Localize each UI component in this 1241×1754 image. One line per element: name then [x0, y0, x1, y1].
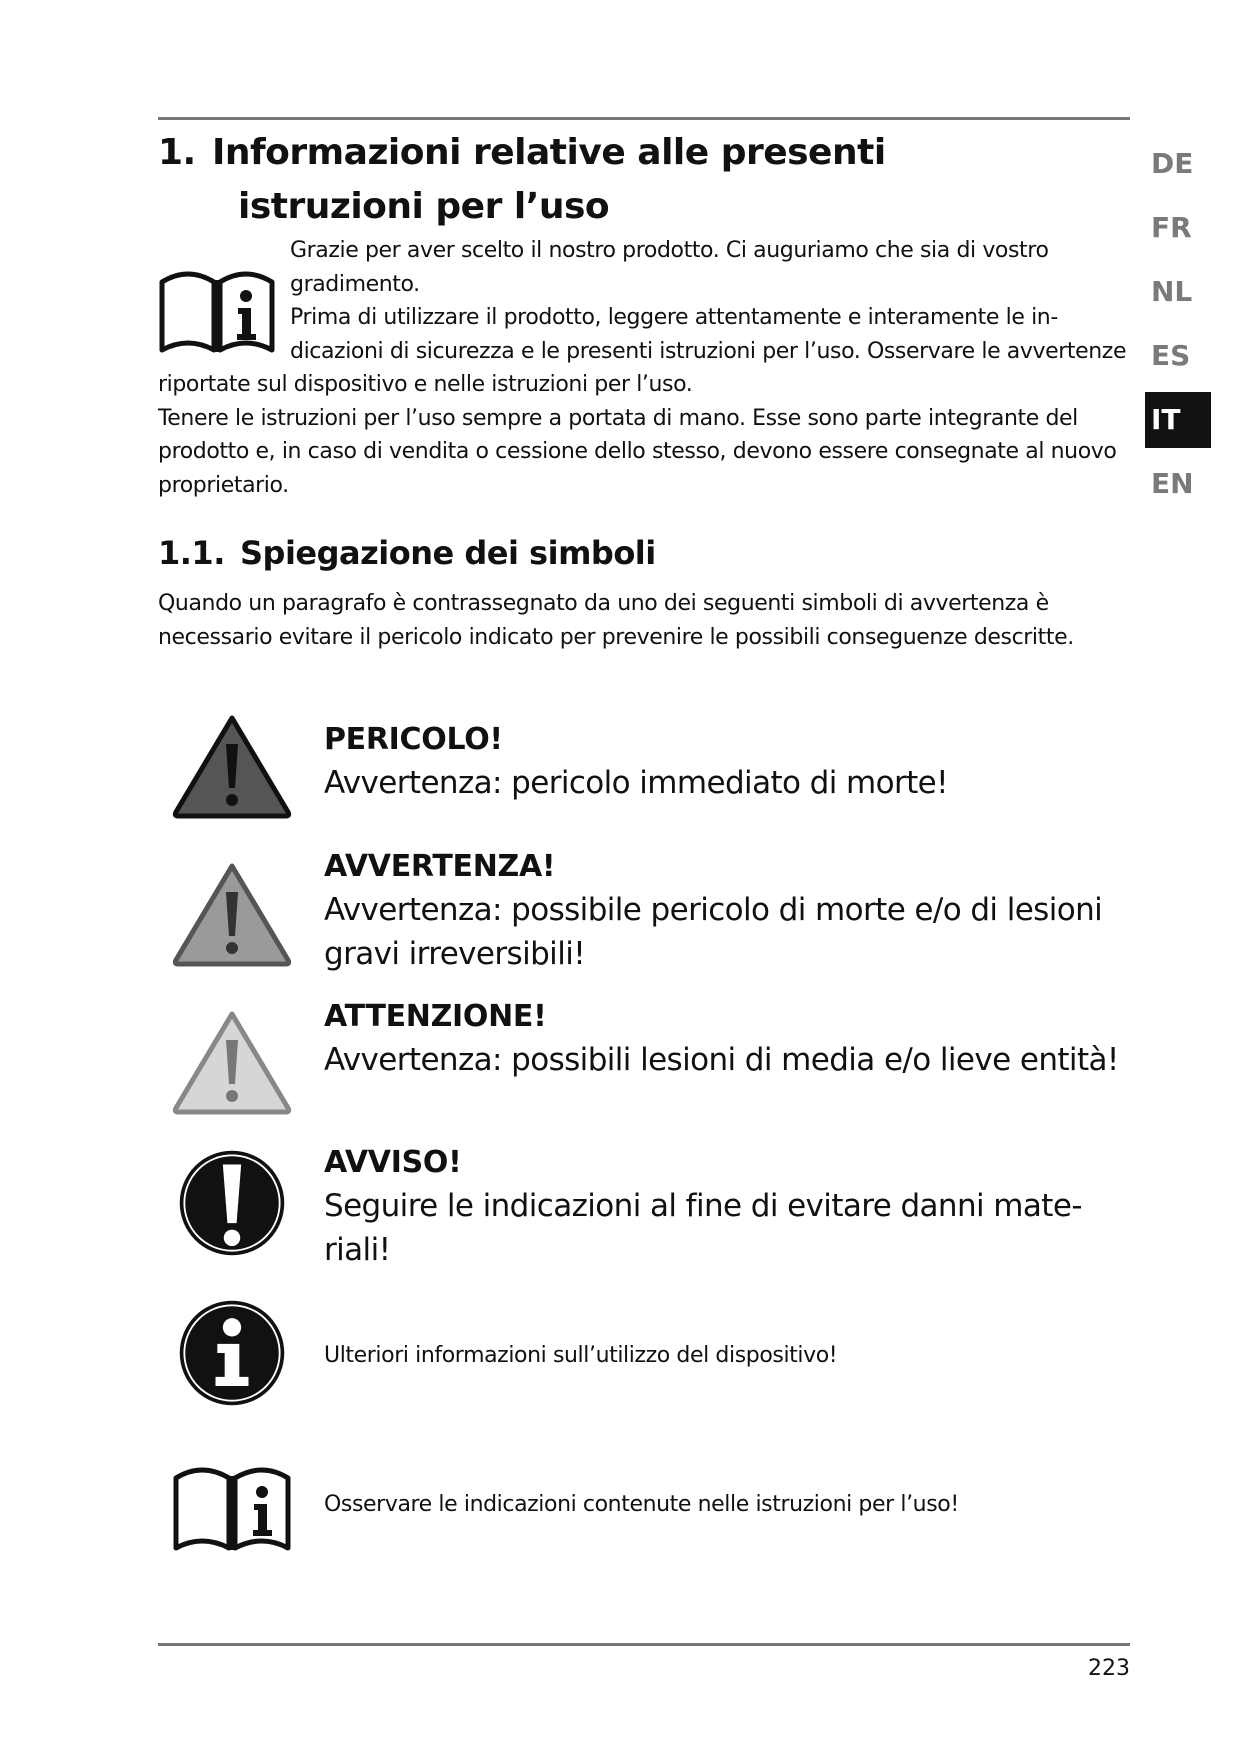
- symbol-notice: [324, 1142, 1124, 1272]
- symbol-info: [324, 1340, 1124, 1372]
- intro-paragraph-3: Tenere le istruzioni per l’uso sempre a portata di mano. Esse sono parte integrante del prodotto e, in caso di vendita o cessione dello stesso, devono essere consegnate al nuovo proprietario.: [158, 405, 1117, 498]
- symbol-warning: [324, 846, 1124, 976]
- language-tab-de[interactable]: DE: [1151, 147, 1194, 180]
- section-heading: [158, 530, 656, 576]
- title-line-1: Informazioni relative alle presenti: [212, 132, 886, 173]
- warning-triangle-light-icon: [172, 1008, 292, 1118]
- language-tab-fr[interactable]: FR: [1151, 211, 1192, 244]
- symbol-description: Seguire le indicazioni al fine di evitare danni materiali!: [324, 1188, 1083, 1268]
- title-line-2: istruzioni per l’uso: [238, 186, 610, 227]
- symbol-title: ATTENZIONE!: [324, 999, 547, 1034]
- subsection-number: 1.1.: [158, 534, 225, 572]
- top-rule: [158, 117, 1130, 120]
- symbol-manual: [324, 1489, 1124, 1521]
- intro-section: [158, 234, 1133, 502]
- symbol-description: Osservare le indicazioni contenute nelle istruzioni per l’uso!: [324, 1492, 959, 1517]
- language-tab-nl[interactable]: NL: [1151, 275, 1193, 308]
- language-tabs: [1145, 136, 1211, 520]
- symbol-description: Avvertenza: pericolo immediato di morte!: [324, 765, 948, 801]
- explanation-paragraph: Quando un paragrafo è contrassegnato da uno dei seguenti simboli di avvertenza è necessario evitare il pericolo indicato per prevenire le possibili conseguenze descritte.: [158, 591, 1074, 650]
- symbol-description: Avvertenza: possibili lesioni di media e/o lieve entità!: [324, 1042, 1119, 1078]
- subsection-title: Spiegazione dei simboli: [240, 534, 656, 572]
- symbol-title: AVVERTENZA!: [324, 849, 556, 884]
- book-info-icon: [172, 1452, 292, 1562]
- page-number: 223: [1088, 1656, 1130, 1681]
- book-info-icon: [158, 264, 276, 356]
- symbol-title: AVVISO!: [324, 1145, 462, 1180]
- symbol-description: Avvertenza: possibile pericolo di morte e/o di lesioni gravi irreversibili!: [324, 892, 1103, 972]
- symbol-danger: [324, 719, 1124, 805]
- info-circle-icon: [172, 1298, 292, 1408]
- bottom-rule: [158, 1643, 1130, 1646]
- language-tab-en[interactable]: EN: [1151, 467, 1194, 500]
- symbol-description: Ulteriori informazioni sull’utilizzo del dispositivo!: [324, 1343, 838, 1368]
- intro-paragraph-1: Grazie per aver scelto il nostro prodotto. Ci auguriamo che sia di vostro gradimento.: [290, 238, 1049, 297]
- language-tab-es[interactable]: ES: [1151, 339, 1191, 372]
- warning-triangle-dark-icon: [172, 712, 292, 822]
- section-number: 1.: [158, 132, 196, 173]
- intro-paragraph-2: Prima di utilizzare il prodotto, leggere attentamente e interamente le indicazioni di sicurezza e le presenti istruzioni per l’uso. Osservare le avvertenze riportate sul dispositivo e nelle istruzioni per l’uso.: [158, 305, 1127, 397]
- page-title: [158, 126, 1018, 234]
- language-tab-it[interactable]: IT: [1145, 392, 1211, 448]
- symbol-caution: [324, 996, 1124, 1082]
- symbol-title: PERICOLO!: [324, 722, 503, 757]
- warning-triangle-medium-icon: [172, 860, 292, 970]
- exclamation-circle-icon: [172, 1148, 292, 1258]
